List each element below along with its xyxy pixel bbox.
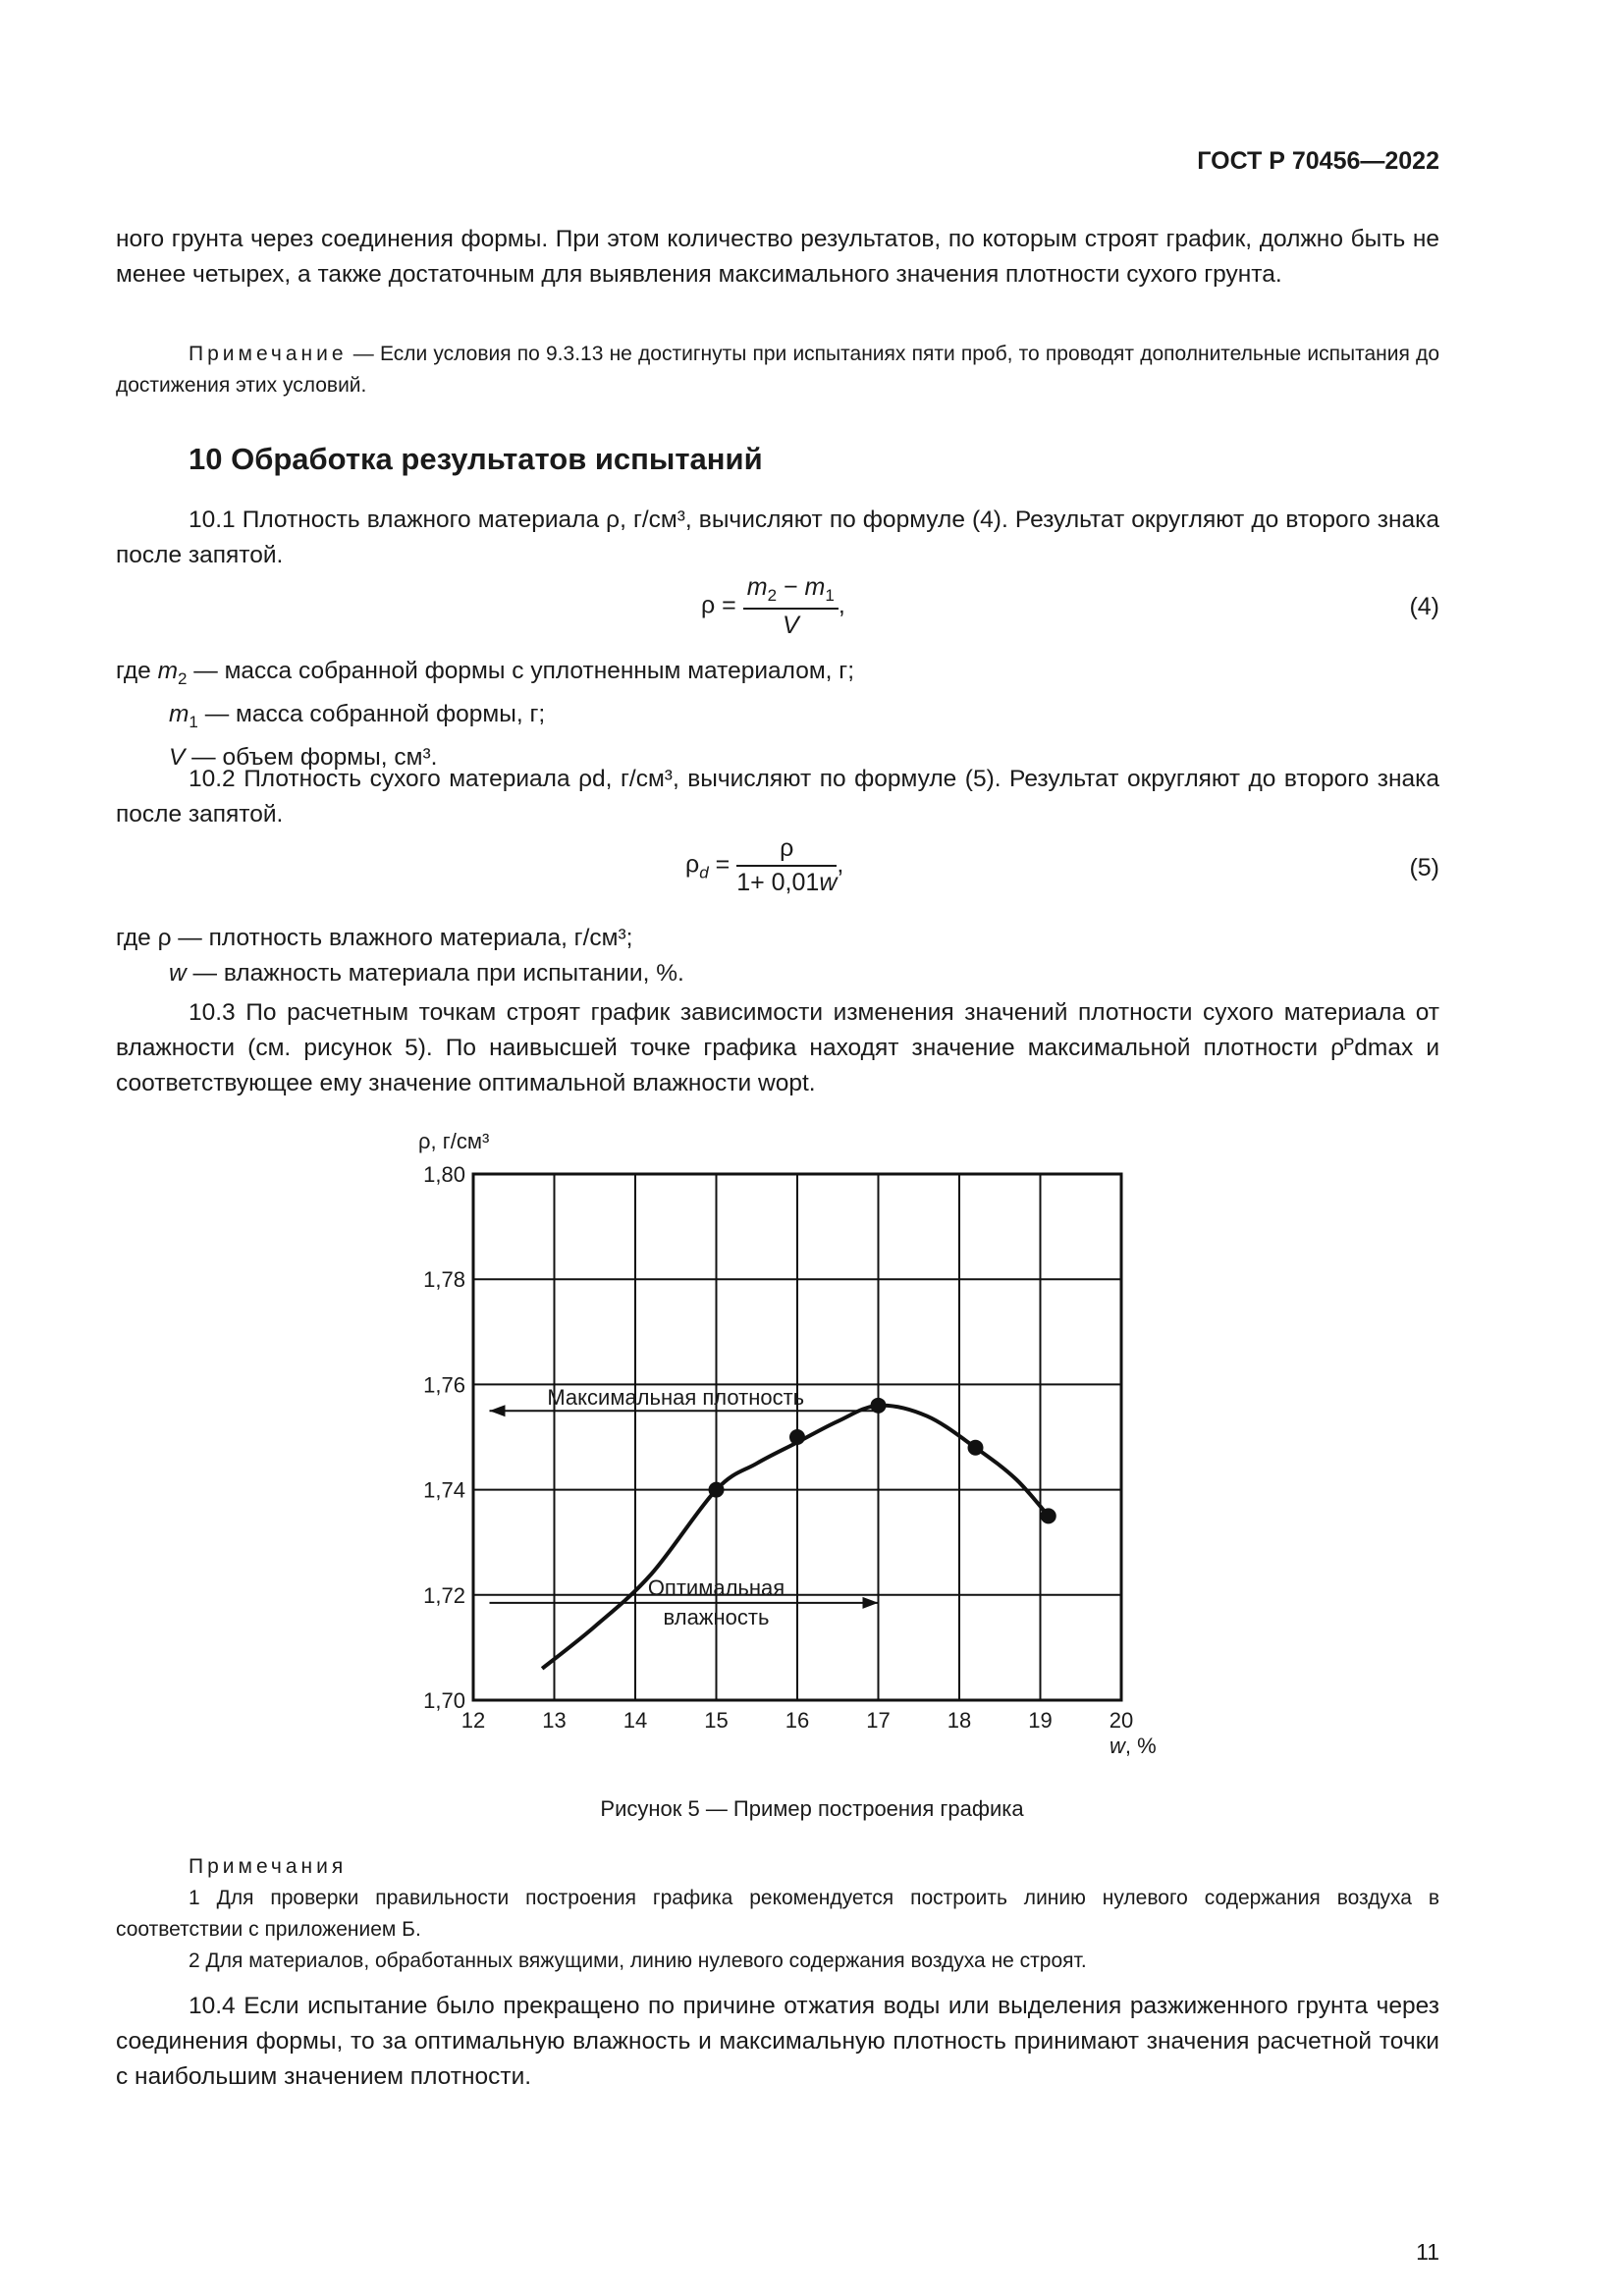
formula-5-fraction: $\frac{\rho}{1+ 0,01w}$: [736, 834, 838, 896]
formula-4: ρ = $\frac{m_2 - m_1}{V}$ ,: [701, 573, 845, 639]
where-item: w — влажность материала при испытании, %.: [169, 960, 684, 987]
note-text: — Если условия по 9.3.13 не достигнуты при испытаниях пяти проб, то проводят дополнительные испытания до достижения этих условий.: [116, 343, 1439, 397]
data-point: [709, 1482, 725, 1498]
chart-annotations: [490, 1385, 879, 1629]
x-tick-label: 15: [704, 1708, 729, 1733]
note-1: [116, 339, 1439, 401]
figure-caption: Рисунок 5 — Пример построения графика: [600, 1796, 1024, 1821]
notes-label: Примечания: [189, 1855, 348, 1878]
where-list-4: [116, 654, 1439, 775]
data-point: [968, 1440, 984, 1456]
formula-4-number: (4): [1409, 593, 1439, 620]
x-tick-label: 14: [623, 1708, 648, 1733]
section-title: 10 Обработка результатов испытаний: [189, 442, 763, 476]
annotation-optimal-moisture-line2: влажность: [663, 1604, 770, 1629]
note-item: 1 Для проверки правильности построения графика рекомендуется построить линию нулевого содержания воздуха в соответствии с приложением Б.: [116, 1887, 1439, 1941]
chart-ticks: [423, 1162, 1133, 1733]
x-tick-label: 20: [1109, 1708, 1134, 1733]
page-number: 11: [1416, 2239, 1439, 2265]
annotation-max-density: Максимальная плотность: [547, 1385, 805, 1411]
x-tick-label: 13: [542, 1708, 567, 1733]
annotation-optimal-moisture-line1: Оптимальная: [647, 1575, 785, 1600]
paragraph-10-2: 10.2 Плотность сухого материала ρd, г/см³, вычисляют по формуле (5). Результат округляют до второго знака после запятой.: [116, 766, 1439, 828]
arrow-head: [490, 1405, 506, 1416]
density-moisture-chart: [373, 1109, 1178, 1777]
formula-4-lhs: ρ =: [701, 591, 736, 619]
x-tick-label: 19: [1028, 1708, 1053, 1733]
y-tick-label: 1,80: [423, 1162, 465, 1187]
x-tick-label: 18: [947, 1708, 972, 1733]
notes-block: [116, 1851, 1439, 1977]
note-item: 2 Для материалов, обработанных вяжущими, линию нулевого содержания воздуха не строят.: [189, 1949, 1087, 1972]
y-tick-label: 1,74: [423, 1477, 465, 1503]
y-tick-label: 1,72: [423, 1582, 465, 1608]
document-header: ГОСТ Р 70456—2022: [1197, 147, 1439, 175]
paragraph-10-1: 10.1 Плотность влажного материала ρ, г/см³, вычисляют по формуле (4). Результат округляют до второго знака после запятой.: [116, 507, 1439, 568]
intro-paragraph: ного грунта через соединения формы. При этом количество результатов, по которым строят график, должно быть не менее четырех, а также достаточным для выявления максимального значения плотности сухого грунта.: [116, 226, 1439, 288]
x-tick-label: 16: [785, 1708, 810, 1733]
y-tick-label: 1,78: [423, 1267, 465, 1293]
formula-5: $\rho_d$ = $\frac{\rho}{1+ 0,01w}$ ,: [685, 834, 844, 896]
where-item: $m_1$ — масса собранной формы, г;: [169, 700, 546, 731]
paragraph-10-3: 10.3 По расчетным точкам строят график зависимости изменения значений плотности сухого материала от влажности (см. рисунок 5). По наивысшей точке графика находят значение максимальной плотности ρᴾdmax и соответствующее ему значение оптимальной влажности wopt.: [116, 999, 1439, 1096]
note-label: Примечание: [189, 343, 348, 365]
x-tick-label: 17: [866, 1708, 891, 1733]
x-axis-label: w, %: [1110, 1734, 1157, 1758]
where-list-5: [116, 921, 1439, 991]
data-point: [1041, 1508, 1056, 1523]
data-point: [871, 1398, 887, 1414]
y-axis-label: ρ, г/см³: [418, 1129, 490, 1153]
where-item: где $m_2$ — масса собранной формы с уплотненным материалом, г;: [116, 658, 855, 688]
x-tick-label: 12: [460, 1708, 486, 1733]
paragraph-10-4: 10.4 Если испытание было прекращено по причине отжатия воды или выделения разжиженного грунта через соединения формы, то за оптимальную влажность и максимальную плотность принимают значения расчетной точки с наибольшим значением плотности.: [116, 1993, 1439, 2090]
where-item: где ρ — плотность влажного материала, г/см³;: [116, 925, 633, 951]
arrow-head: [863, 1597, 879, 1609]
y-tick-label: 1,76: [423, 1372, 465, 1398]
where-item: V — объем формы, см³.: [169, 743, 438, 771]
formula-5-number: (5): [1409, 854, 1439, 881]
data-point: [789, 1429, 805, 1445]
formula-4-fraction: $\frac{m_2 - m_1}{V}$: [743, 573, 839, 640]
y-tick-label: 1,70: [423, 1688, 465, 1713]
